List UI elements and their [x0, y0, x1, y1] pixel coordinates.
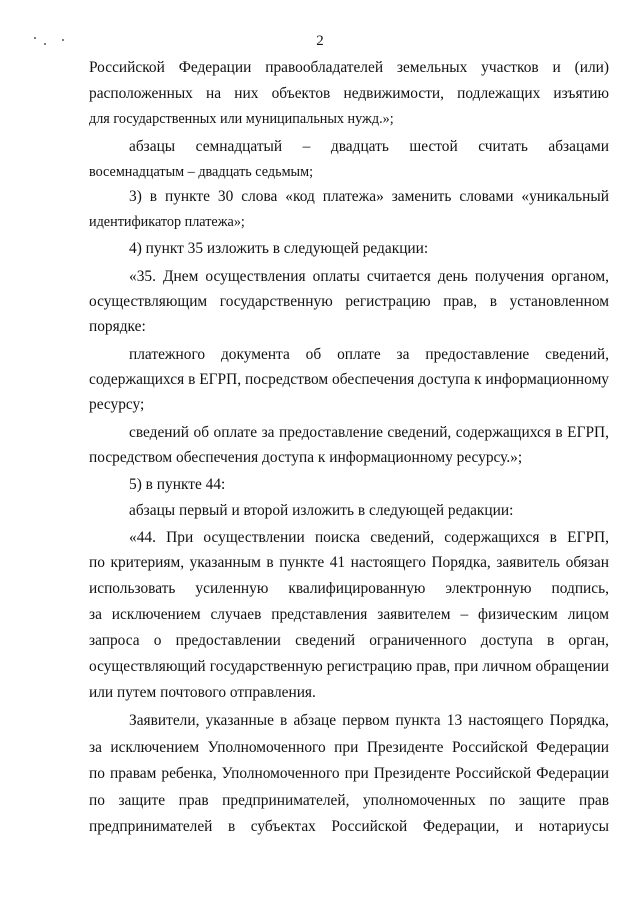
- text-line: для государственных или муниципальных нужд.»;: [89, 111, 394, 127]
- text-line: «44. При осуществлении поиска сведений, содержащихся в ЕГРП,: [129, 529, 609, 546]
- text-line: 5) в пункте 44:: [129, 476, 226, 493]
- text-line: абзацы первый и второй изложить в следующей редакции:: [129, 502, 514, 519]
- text-line: «35. Днем осуществления оплаты считается день получения органом,: [129, 268, 609, 285]
- text-line: ресурсу;: [89, 396, 145, 413]
- text-line: расположенных на них объектов недвижимости, подлежащих изъятию: [89, 85, 609, 102]
- text-line: восемнадцатым – двадцать седьмым;: [89, 164, 314, 180]
- text-line: порядке:: [89, 318, 146, 335]
- text-line: осуществляющий государственную регистрацию прав, при личном обращении: [89, 658, 609, 675]
- text-line: содержащихся в ЕГРП, посредством обеспечения доступа к информационному: [89, 371, 609, 388]
- text-line: по правам ребенка, Уполномоченного при Президенте Российской Федерации: [89, 765, 609, 782]
- text-line: Российской Федерации правообладателей земельных участков и (или): [89, 59, 609, 76]
- text-line: 3) в пункте 30 слова «код платежа» заменить словами «уникальный: [129, 188, 609, 205]
- text-line: идентификатор платежа»;: [89, 214, 245, 230]
- text-line: сведений об оплате за предоставление сведений, содержащихся в ЕГРП,: [129, 424, 609, 441]
- text-line: по критериям, указанным в пункте 41 настоящего Порядка, заявитель обязан: [89, 554, 609, 571]
- text-line: или путем почтового отправления.: [89, 684, 316, 701]
- text-line: за исключением Уполномоченного при Президенте Российской Федерации: [89, 739, 609, 756]
- text-line: Заявители, указанные в абзаце первом пункта 13 настоящего Порядка,: [129, 712, 609, 729]
- text-line: посредством обеспечения доступа к информационному ресурсу.»;: [89, 449, 523, 466]
- text-line: абзацы семнадцатый – двадцать шестой считать абзацами: [129, 138, 609, 155]
- text-line: использовать усиленную квалифицированную электронную подпись,: [89, 580, 609, 597]
- text-line: запроса о предоставлении сведений ограниченного доступа в орган,: [89, 632, 609, 649]
- text-line: осуществляющим государственную регистрацию прав, в установленном: [89, 293, 609, 310]
- page-number: 2: [316, 33, 324, 49]
- text-line: за исключением случаев представления заявителем – физическим лицом: [89, 606, 609, 623]
- text-line: платежного документа об оплате за предоставление сведений,: [129, 346, 609, 363]
- text-line: предпринимателей в субъектах Российской Федерации, и нотариусы: [89, 818, 609, 835]
- text-line: по защите прав предпринимателей, уполномоченных по защите прав: [89, 792, 609, 809]
- text-line: 4) пункт 35 изложить в следующей редакции:: [129, 240, 429, 257]
